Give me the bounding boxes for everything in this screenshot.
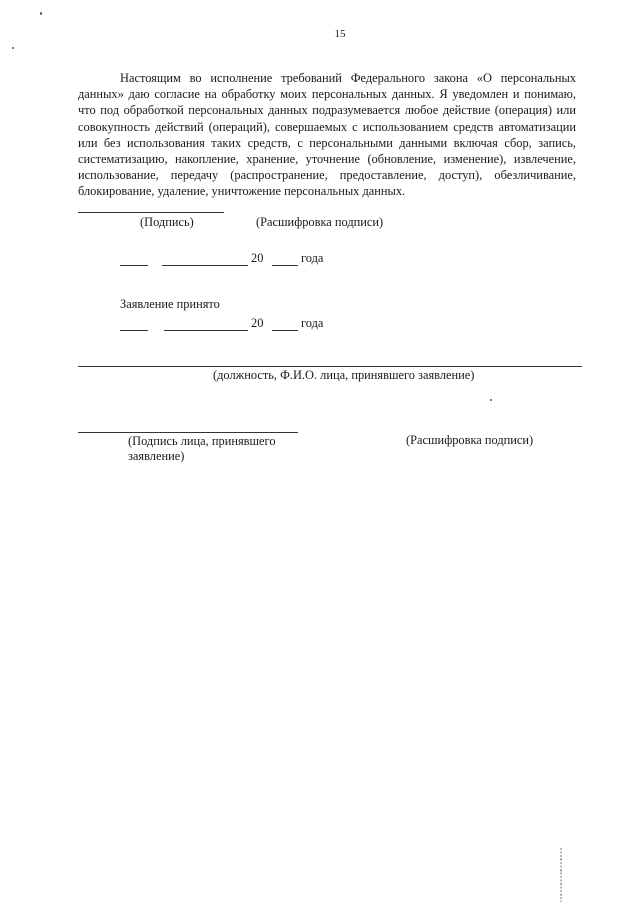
signature-line — [78, 212, 224, 213]
scan-speck — [40, 12, 42, 15]
final-decryption-caption: (Расшифровка подписи) — [406, 433, 534, 447]
binding-edge-mark — [558, 848, 564, 902]
accepted-year-line — [272, 330, 298, 331]
official-name-caption: (должность, Ф.И.О. лица, принявшего заявление) — [213, 368, 475, 382]
date-day-line — [120, 265, 148, 266]
signature-decryption-caption: (Расшифровка подписи) — [256, 215, 384, 229]
page-number: 15 — [334, 28, 346, 40]
date-year-line — [272, 265, 298, 266]
official-signature-line — [78, 432, 298, 433]
accepted-day-line — [120, 330, 148, 331]
date-year-suffix: года — [301, 251, 324, 265]
accepted-month-line — [164, 330, 248, 331]
application-accepted-label: Заявление принято — [120, 297, 220, 311]
official-name-line — [78, 366, 582, 367]
accepted-year-prefix: 20 — [251, 316, 264, 330]
date-year-prefix: 20 — [251, 251, 264, 265]
consent-paragraph: Настоящим во исполнение требований Федерального закона «О персональных данных» даю согласие на обработку моих персональных данных. Я уведомлен и понимаю, что под обработкой персональных данных подразумевается любое действие (операция) или совокупность действий (операций), совершаемых с использованием средств автоматизации или без использования таких средств, с персональными данными включая сбор, запись, систематизацию, накопление, хранение, уточнение (обновление, изменение), извлечение, использование, передачу (распространение, предоставление, доступ), обезличивание, блокирование, удаление, уничтожение персональных данных. — [78, 71, 576, 199]
accepted-year-suffix: года — [301, 316, 324, 330]
scan-speck — [12, 47, 14, 49]
scan-speck — [490, 399, 492, 401]
date-month-line — [162, 265, 248, 266]
signature-caption: (Подпись) — [140, 215, 194, 229]
official-signature-caption: (Подпись лица, принявшего заявление) — [128, 434, 276, 463]
